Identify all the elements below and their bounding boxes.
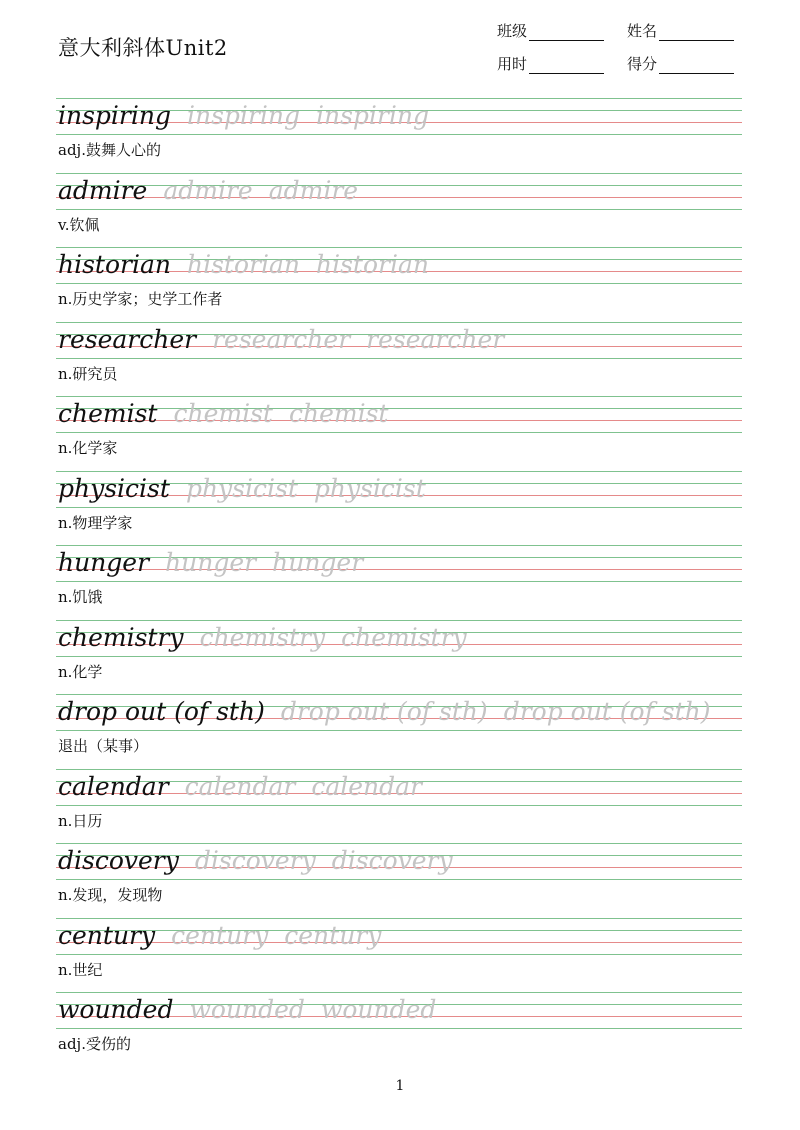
word-meaning: v.钦佩	[58, 215, 100, 234]
guide-line	[56, 918, 742, 919]
name-blank[interactable]	[659, 24, 734, 41]
trace-word[interactable]: historian	[186, 250, 300, 279]
guide-line	[56, 209, 742, 210]
guide-line	[56, 769, 742, 770]
word-row	[58, 326, 504, 354]
word-text: chemist	[58, 399, 158, 428]
guide-line	[56, 954, 742, 955]
time-field	[497, 53, 604, 74]
word-text: chemistry	[58, 622, 184, 652]
word-row	[58, 102, 429, 130]
word-meaning: n.化学家	[58, 439, 118, 457]
guide-line	[56, 432, 742, 433]
guide-line	[56, 471, 742, 472]
guide-line	[56, 247, 742, 248]
guide-line	[56, 173, 742, 174]
guide-line	[56, 545, 742, 546]
word-meaning: n.日历	[58, 811, 103, 830]
word-text: discovery	[58, 846, 179, 875]
guide-line	[56, 358, 742, 359]
name-field	[627, 20, 734, 41]
trace-word[interactable]: chemistry	[199, 622, 326, 652]
class-label: 班级	[497, 22, 528, 40]
word-meaning: n.饥饿	[58, 588, 103, 606]
guide-line	[56, 620, 742, 621]
guide-line	[56, 656, 742, 657]
class-blank[interactable]	[529, 24, 604, 41]
trace-word[interactable]: physicist	[313, 473, 426, 503]
trace-word[interactable]: inspiring	[186, 101, 300, 130]
word-row	[58, 773, 422, 801]
word-text: hunger	[58, 548, 150, 577]
word-text: admire	[58, 175, 148, 205]
guide-line	[56, 322, 742, 323]
trace-word[interactable]: calendar	[184, 771, 296, 801]
word-entry	[0, 545, 800, 620]
guide-line	[56, 1028, 742, 1029]
guide-line	[56, 694, 742, 695]
trace-word[interactable]: century	[284, 920, 382, 950]
name-label: 姓名	[627, 22, 658, 40]
word-row	[58, 251, 429, 279]
trace-word[interactable]: drop out (of sth)	[280, 697, 488, 726]
word-meaning: n.历史学家；史学工作者	[58, 290, 223, 308]
guide-line	[56, 879, 742, 880]
word-row	[58, 549, 363, 577]
guide-line	[56, 992, 742, 993]
score-blank[interactable]	[659, 57, 734, 74]
page-number: 1	[395, 1078, 405, 1094]
word-row	[58, 922, 381, 950]
guide-line	[56, 507, 742, 508]
trace-word[interactable]: discovery	[331, 846, 453, 875]
word-entry	[0, 620, 800, 695]
word-text: historian	[58, 250, 171, 279]
guide-line	[56, 805, 742, 806]
word-text: researcher	[58, 324, 197, 354]
word-text: drop out (of sth)	[58, 697, 265, 726]
word-text: physicist	[58, 473, 170, 503]
word-row	[58, 624, 467, 652]
guide-line	[56, 98, 742, 99]
time-blank[interactable]	[529, 57, 604, 74]
word-entry	[0, 173, 800, 248]
time-label: 用时	[497, 55, 528, 73]
word-entry	[0, 769, 800, 844]
trace-word[interactable]: admire	[163, 175, 253, 205]
word-text: century	[58, 920, 156, 950]
word-entry	[0, 843, 800, 918]
trace-word[interactable]: discovery	[194, 846, 316, 875]
word-meaning: n.物理学家	[58, 513, 133, 532]
word-row	[58, 996, 436, 1024]
word-entry	[0, 918, 800, 993]
word-entry	[0, 694, 800, 769]
word-meaning: n.发现，发现物	[58, 886, 163, 904]
guide-line	[56, 730, 742, 731]
guide-line	[56, 283, 742, 284]
word-meaning: adj.鼓舞人心的	[58, 141, 161, 159]
trace-word[interactable]: inspiring	[315, 101, 429, 130]
trace-word[interactable]: researcher	[366, 324, 505, 354]
word-row	[58, 847, 453, 875]
trace-word[interactable]: physicist	[185, 473, 298, 503]
trace-word[interactable]: calendar	[311, 771, 423, 801]
score-field	[627, 53, 734, 74]
trace-word[interactable]: chemist	[288, 399, 389, 428]
word-meaning: adj.受伤的	[58, 1035, 131, 1053]
trace-word[interactable]: wounded	[320, 995, 437, 1024]
word-meaning: n.化学	[58, 662, 103, 681]
trace-word[interactable]: wounded	[189, 995, 305, 1024]
worksheet-title: 意大利斜体Unit2	[58, 36, 228, 60]
word-row	[58, 400, 388, 428]
trace-word[interactable]: drop out (of sth)	[503, 697, 711, 726]
word-entry	[0, 396, 800, 471]
guide-line	[56, 843, 742, 844]
trace-word[interactable]: century	[171, 920, 269, 950]
word-entry	[0, 247, 800, 322]
trace-word[interactable]: hunger	[165, 548, 257, 577]
word-row	[58, 475, 426, 503]
trace-word[interactable]: chemistry	[341, 622, 467, 652]
word-row	[58, 698, 711, 726]
trace-word[interactable]: chemist	[173, 399, 273, 428]
word-entry	[0, 471, 800, 546]
word-meaning: n.研究员	[58, 364, 118, 383]
guide-line	[56, 134, 742, 135]
word-text: wounded	[58, 995, 174, 1024]
trace-word[interactable]: admire	[268, 175, 359, 205]
word-entry	[0, 98, 800, 173]
guide-line	[56, 396, 742, 397]
word-entry	[0, 992, 800, 1067]
score-label: 得分	[627, 55, 658, 73]
word-list	[0, 98, 800, 1067]
word-meaning: n.世纪	[58, 960, 103, 979]
word-row	[58, 177, 358, 205]
trace-word[interactable]: researcher	[212, 324, 351, 354]
class-field	[497, 20, 604, 41]
trace-word[interactable]: hunger	[272, 548, 364, 577]
guide-line	[56, 581, 742, 582]
word-entry	[0, 322, 800, 397]
word-meaning: 退出（某事）	[58, 737, 149, 755]
word-text: calendar	[58, 771, 169, 801]
trace-word[interactable]: historian	[315, 250, 429, 279]
word-text: inspiring	[58, 101, 171, 130]
